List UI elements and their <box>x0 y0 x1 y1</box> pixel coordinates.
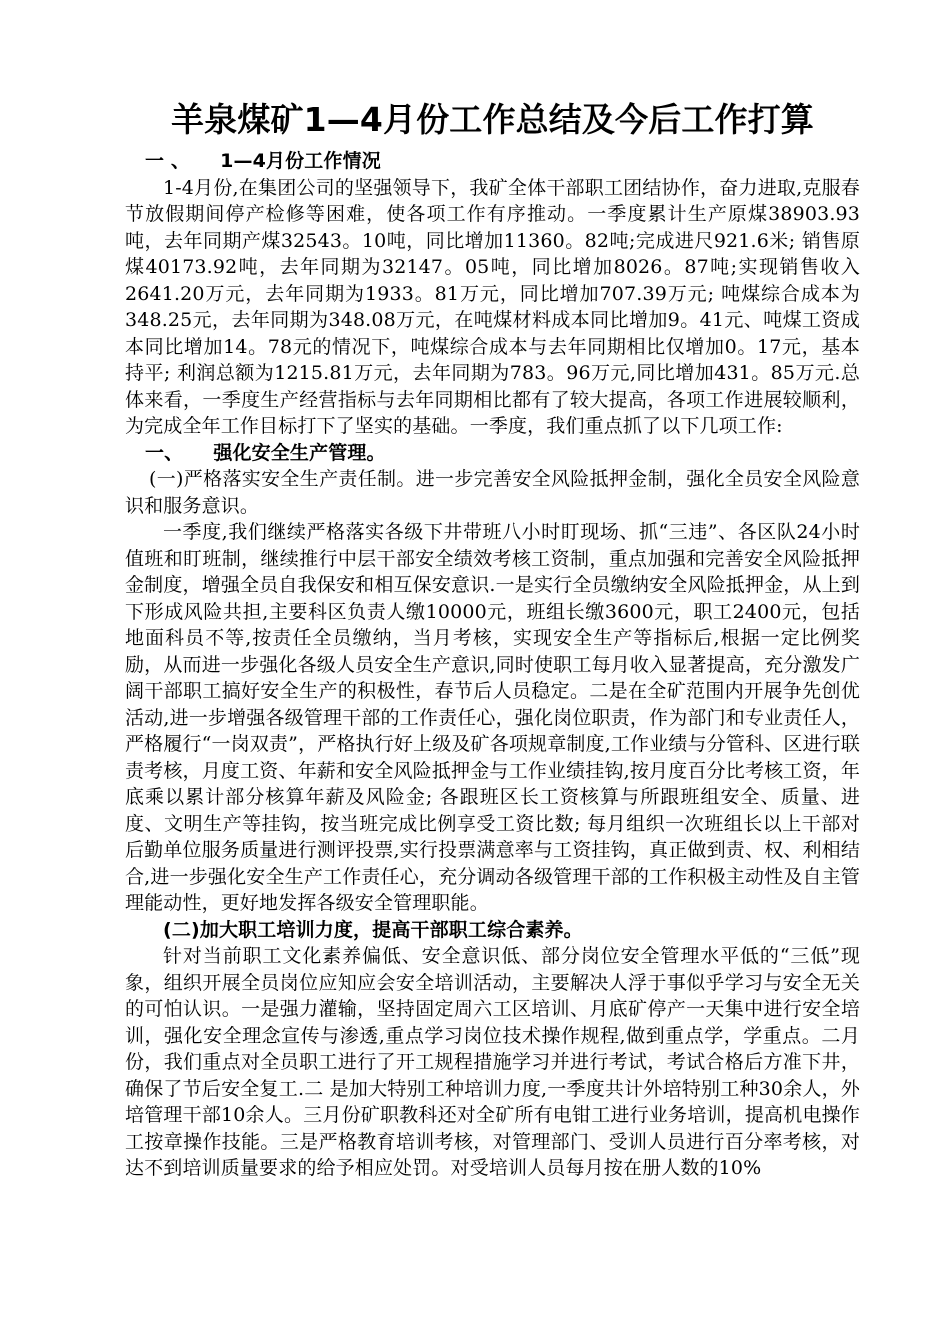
item-1-title: (一)严格落实安全生产责任制。进一步完善安全风险抵押金制，强化全员安全风险意识和服务意识。 <box>125 468 860 517</box>
section-heading-1 <box>125 148 860 175</box>
item-2-title: (二)加大职工培训力度，提高干部职工综合素养。 <box>163 918 583 941</box>
intro-paragraph: 1-4月份,在集团公司的坚强领导下，我矿全体干部职工团结协作，奋力进取,克服春节放假期间停产检修等困难，使各项工作有序推动。一季度累计生产原煤38903.93吨，去年同期产煤32543。10吨，同比增加11360。82吨;完成进尺921.6米; 销售原煤40173.92吨，去年同期为32147。05吨，同比增加8026。87吨;实现销售收入2641.20万元，去年同期为1933。81万元，同比增加707.39万元; 吨煤综合成本为348.25元，去年同期为348.08万元，在吨煤材料成本同比增加9。41元、吨煤工资成本同比增加14。78元的情况下，吨煤综合成本与去年同期相比仅增加0。17元，基本持平; 利润总额为1215.81万元，去年同期为783。96万元,同比增加431。85万元.总体来看，一季度生产经营指标与去年同期相比都有了较大提高，各项工作进展较顺利，为完成全年工作目标打下了坚实的基础。一季度，我们重点抓了以下几项工作: <box>125 176 860 437</box>
subheading-number: 一、 <box>145 441 184 464</box>
section-heading-number: 一 、 <box>145 150 191 172</box>
subheading-text: 强化安全生产管理。 <box>213 441 386 464</box>
training-paragraph: 针对当前职工文化素养偏低、安全意识低、部分岗位安全管理水平低的“三低”现象，组织开展全员岗位应知应会安全培训活动，主要解决人浮于事似乎学习与安全无关的可怕认识。一是强力灌输，坚持固定周六工区培训、月底矿停产一天集中进行安全培训，强化安全理念宣传与渗透,重点学习岗位技术操作规程,做到重点学，学重点。二月份，我们重点对全员职工进行了开工规程措施学习并进行考试，考试合格后方准下井，确保了节后安全复工.二 是加大特别工种培训力度,一季度共计外培特别工种30余人，外培管理干部10余人。三月份矿职教科还对全矿所有电钳工进行业务培训，提高机电操作工按章操作技能。三是严格教育培训考核，对管理部门、受训人员进行百分率考核，对达不到培训质量要求的给予相应处罚。对受培训人员每月按在册人数的10% <box>125 945 860 1179</box>
safety-paragraph: 一季度,我们继续严格落实各级下井带班八小时盯现场、抓“三违”、各区队24小时值班和盯班制，继续推行中层干部安全绩效考核工资制，重点加强和完善安全风险抵押金制度，增强全员自我保安和相互保安意识.一是实行全员缴纳安全风险抵押金，从上到下形成风险共担,主要科区负责人缴10000元，班组长缴3600元，职工2400元，包括地面科员不等,按责任全员缴纳，当月考核，实现安全生产等指标后,根据一定比例奖励，从而进一步强化各级人员安全生产意识,同时使职工每月收入显著提高，充分激发广阔干部职工搞好安全生产的积极性，春节后人员稳定。二是在全矿范围内开展争先创优活动,进一步增强各级管理干部的工作责任心，强化岗位职责，作为部门和专业责任人，严格履行“一岗双责”，严格执行好上级及矿各项规章制度,工作业绩与分管科、区进行联责考核，月度工资、年薪和安全风险抵押金与工作业绩挂钩,按月度百分比考核工资，年底乘以累计部分核算年薪及风险金; 各跟班区长工资核算与所跟班组安全、质量、进度、文明生产等挂钩，按当班完成比例享受工资比数; 每月组织一次班组长以上干部对后勤单位服务质量进行测评投票,实行投票满意率与工资挂钩，真正做到责、权、利相结合,进一步强化安全生产工作责任心，充分调动各级管理干部的工作积极主动性及自主管理能动性，更好地发挥各级安全管理职能。 <box>125 521 860 914</box>
section-heading-text: 1—4月份工作情况 <box>220 150 381 172</box>
document-page <box>125 96 860 1182</box>
document-title: 羊泉煤矿1—4月份工作总结及今后工作打算 <box>171 100 814 139</box>
subheading-safety <box>125 440 860 467</box>
